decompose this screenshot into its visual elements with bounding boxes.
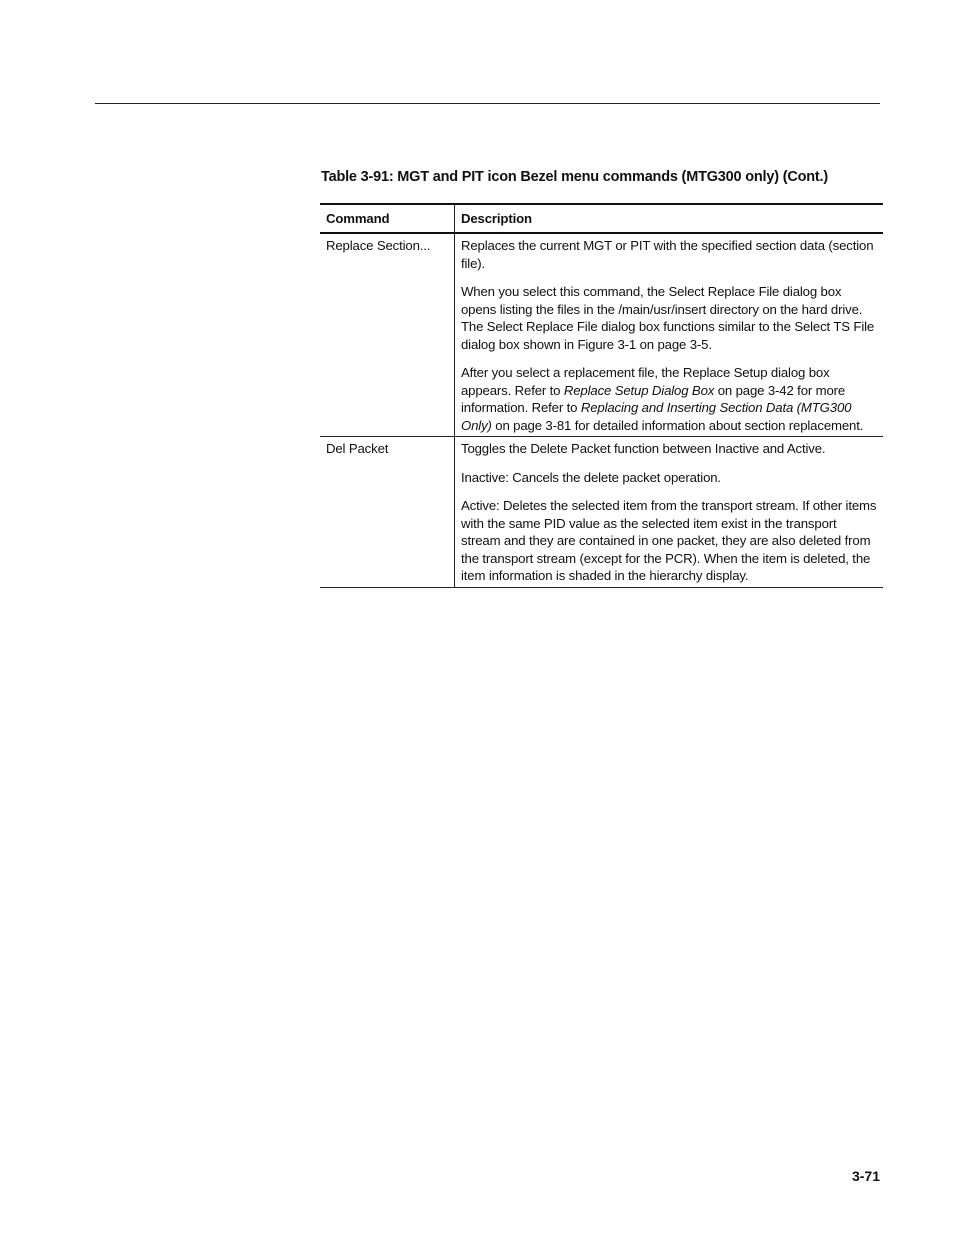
header-rule [95,103,880,104]
cross-reference: Replacing and Inserting Section Data (MTG300 Only) [461,400,852,433]
description-cell [455,437,884,588]
command-cell: Replace Section... [320,233,455,437]
page-number: 3-71 [851,1168,880,1184]
table-caption: Table 3-91: MGT and PIT icon Bezel menu commands (MTG300 only) (Cont.) [321,169,828,185]
column-header-command: Command [320,204,455,233]
cross-reference: Replace Setup Dialog Box [563,382,715,398]
description-paragraph: Replaces the current MGT or PIT with the specified section data (section file). [461,238,874,271]
text-run: on page 3-42 for more information. Refer to [461,382,846,415]
table-row-del-packet [320,437,883,588]
description-paragraph: Inactive: Cancels the delete packet operation. [461,469,721,485]
description-paragraph [461,364,877,434]
description-paragraph: Toggles the Delete Packet function between Inactive and Active. [461,441,826,456]
description-paragraph: When you select this command, the Select Replace File dialog box opens listing the files in the /main/usr/insert directory on the hard drive. The Select Replace File dialog box functions similar to the Select TS File dialog box shown in Figure 3-1 on page 3-5. [461,284,875,352]
commands-table [320,203,883,588]
text-run: on page 3-81 for detailed information about section replacement. [491,417,864,433]
column-header-description: Description [461,211,532,227]
description-paragraph: Active: Deletes the selected item from the transport stream. If other items with the same PID value as the selected item exist in the transport stream and they are contained in one packet, they are also deleted from the transport stream (except for the PCR). When the item is deleted, the item information is shaded in the hierarchy display. [461,498,877,583]
command-cell: Del Packet [320,437,455,588]
table-row-replace-section [320,233,883,437]
text-run: After you select a replacement file, the Replace Setup dialog box appears. Refer to [461,365,830,398]
table-header-row [320,204,883,233]
description-cell [455,233,884,437]
